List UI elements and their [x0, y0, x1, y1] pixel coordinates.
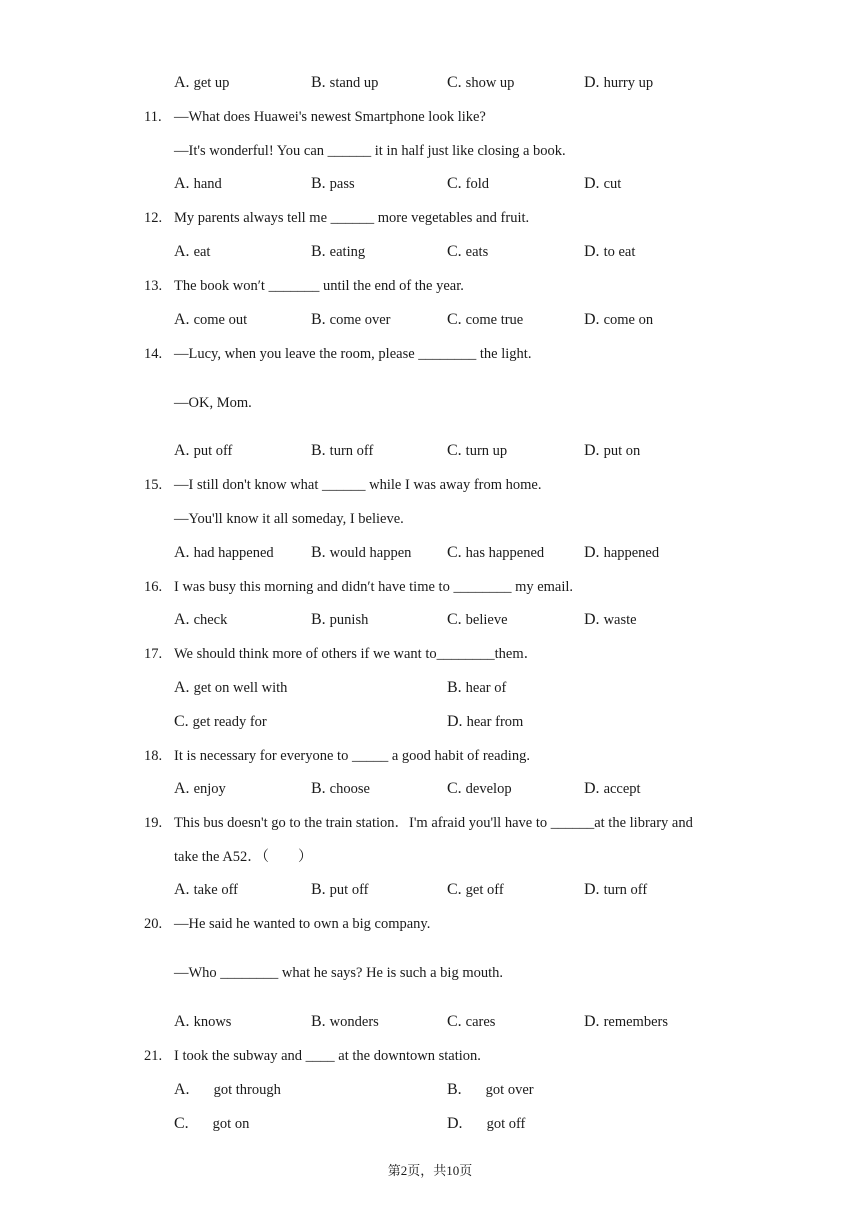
q11-line-2: —It's wonderful! You can ______ it in half just like closing a book.: [174, 143, 566, 159]
q18-option-a: A. enjoy: [174, 780, 226, 797]
q16-option-d: D. waste: [584, 611, 637, 628]
q15-option-a: A. had happened: [174, 544, 274, 561]
q12-line-1: My parents always tell me ______ more vegetables and fruit.: [174, 210, 530, 226]
q14-option-a: A. put off: [174, 442, 233, 459]
q19-option-a: A. take off: [174, 881, 238, 898]
q16-option-b: B. punish: [311, 611, 369, 628]
q13-number: 13.: [144, 278, 163, 294]
q14-option-c: C. turn up: [447, 442, 508, 459]
q14-option-b: B. turn off: [311, 442, 374, 459]
q13-option-c: C. come true: [447, 311, 524, 328]
q16-line-1: I was busy this morning and didnʹt have time to ________ my email.: [174, 579, 574, 595]
q13-line-1: The book wonʹt _______ until the end of the year.: [174, 278, 464, 294]
q21-option-b: B. got over: [447, 1081, 534, 1098]
q12-number: 12.: [144, 210, 163, 226]
q17-line-1: We should think more of others if we want to________them．: [174, 646, 539, 662]
q21-option-d: D. got off: [447, 1115, 526, 1132]
q21-number: 21.: [144, 1048, 163, 1064]
q10-option-a: A. get up: [174, 74, 230, 91]
q13-option-a: A. come out: [174, 311, 248, 328]
q20-line-2: —Who ________ what he says? He is such a big mouth.: [174, 965, 504, 981]
q17-option-c: C. get ready for: [174, 713, 267, 730]
q21-line-1: I took the subway and ____ at the downtown station.: [174, 1048, 481, 1064]
q19-line-2: take the A52．（ ）: [174, 849, 313, 865]
q11-option-b: B. pass: [311, 175, 355, 192]
q14-line-2: —OK, Mom.: [174, 395, 252, 411]
q19-line-1: This bus doesn't go to the train station．I'm afraid you'll have to ______at the library and: [174, 815, 693, 831]
q10-option-b: B. stand up: [311, 74, 379, 91]
q15-number: 15.: [144, 477, 163, 493]
q11-option-c: C. fold: [447, 175, 490, 192]
q11-option-d: D. cut: [584, 175, 622, 192]
q18-line-1: It is necessary for everyone to _____ a good habit of reading.: [174, 748, 530, 764]
q15-option-c: C. has happened: [447, 544, 545, 561]
q20-option-a: A. knows: [174, 1013, 232, 1030]
q10-option-c: C. show up: [447, 74, 515, 91]
q12-option-c: C. eats: [447, 243, 489, 260]
q20-option-c: C. cares: [447, 1013, 496, 1030]
q16-option-c: C. believe: [447, 611, 508, 628]
q19-number: 19.: [144, 815, 163, 831]
q10-option-d: D. hurry up: [584, 74, 654, 91]
q20-number: 20.: [144, 916, 163, 932]
q21-option-a: A. got through: [174, 1081, 281, 1098]
q15-option-b: B. would happen: [311, 544, 412, 561]
page-footer: 第2页，共10页: [387, 1163, 473, 1178]
q14-option-d: D. put on: [584, 442, 641, 459]
q13-option-b: B. come over: [311, 311, 391, 328]
q11-option-a: A. hand: [174, 175, 222, 192]
q13-option-d: D. come on: [584, 311, 654, 328]
q15-option-d: D. happened: [584, 544, 660, 561]
q17-option-d: D. hear from: [447, 713, 524, 730]
q12-option-a: A. eat: [174, 243, 211, 260]
q20-option-b: B. wonders: [311, 1013, 379, 1030]
q16-number: 16.: [144, 579, 163, 595]
q20-line-1: —He said he wanted to own a big company.: [174, 916, 431, 932]
q14-line-1: —Lucy, when you leave the room, please ________ the light.: [174, 346, 532, 362]
q18-option-d: D. accept: [584, 780, 641, 797]
q18-option-b: B. choose: [311, 780, 370, 797]
q18-number: 18.: [144, 748, 163, 764]
q17-number: 17.: [144, 646, 163, 662]
q12-option-d: D. to eat: [584, 243, 636, 260]
q12-option-b: B. eating: [311, 243, 366, 260]
q11-line-1: —What does Huawei's newest Smartphone look like?: [174, 109, 486, 125]
q17-option-b: B. hear of: [447, 679, 507, 696]
q14-number: 14.: [144, 346, 163, 362]
q17-option-a: A. get on well with: [174, 679, 288, 696]
q19-option-b: B. put off: [311, 881, 369, 898]
q19-option-d: D. turn off: [584, 881, 648, 898]
q15-line-1: —I still don't know what ______ while I was away from home.: [174, 477, 542, 493]
q16-option-a: A. check: [174, 611, 228, 628]
q20-option-d: D. remembers: [584, 1013, 668, 1030]
q11-number: 11.: [144, 109, 162, 125]
q21-option-c: C. got on: [174, 1115, 250, 1132]
q19-option-c: C. get off: [447, 881, 504, 898]
q18-option-c: C. develop: [447, 780, 512, 797]
q15-line-2: —You'll know it all someday, I believe.: [174, 511, 404, 527]
